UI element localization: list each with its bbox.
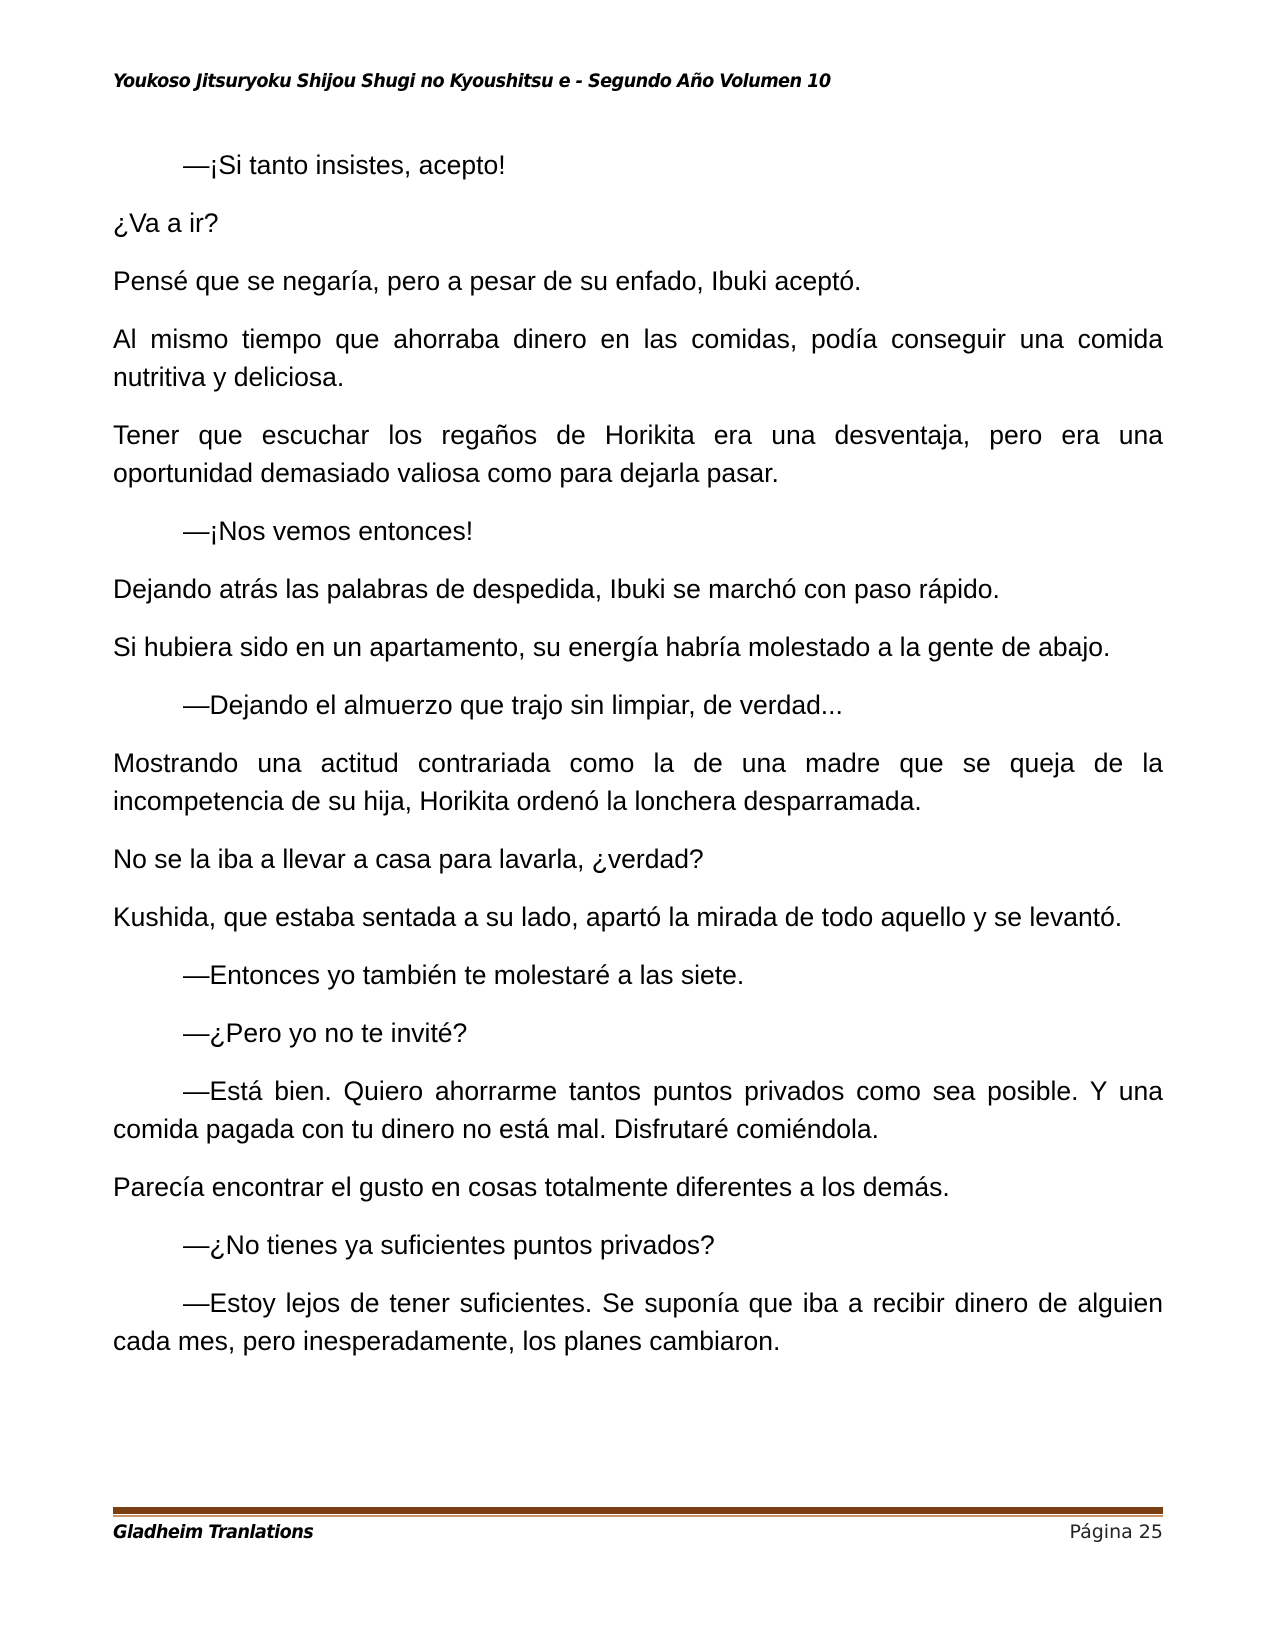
- dialogue-paragraph: —¡Si tanto insistes, acepto!: [183, 150, 506, 180]
- footer-divider-thick: [113, 1507, 1163, 1514]
- narration-paragraph: No se la iba a llevar a casa para lavarla, ¿verdad?: [113, 844, 704, 874]
- narration-paragraph: Mostrando una actitud contrariada como la de una madre que se queja de la incompetencia de su hija, Horikita ordenó la lonchera desparramada.: [113, 748, 1163, 816]
- narration-paragraph: Kushida, que estaba sentada a su lado, apartó la mirada de todo aquello y se levantó.: [113, 902, 1123, 932]
- dialogue-paragraph: —Estoy lejos de tener suficientes. Se suponía que iba a recibir dinero de alguien cada mes, pero inesperadamente, los planes cambiaron.: [113, 1288, 1163, 1356]
- narration-paragraph: Si hubiera sido en un apartamento, su energía habría molestado a la gente de abajo.: [113, 632, 1111, 662]
- dialogue-paragraph: —Está bien. Quiero ahorrarme tantos puntos privados como sea posible. Y una comida pagada con tu dinero no está mal. Disfrutaré comiéndola.: [113, 1076, 1163, 1144]
- page-body: [113, 146, 1163, 1380]
- narration-paragraph: Al mismo tiempo que ahorraba dinero en las comidas, podía conseguir una comida nutritiva y deliciosa.: [113, 324, 1163, 392]
- narration-paragraph: Dejando atrás las palabras de despedida, Ibuki se marchó con paso rápido.: [113, 574, 1000, 604]
- dialogue-paragraph: —Dejando el almuerzo que trajo sin limpiar, de verdad...: [183, 690, 843, 720]
- dialogue-paragraph: —Entonces yo también te molestaré a las siete.: [183, 960, 745, 990]
- dialogue-paragraph: —¿Pero yo no te invité?: [183, 1018, 468, 1048]
- narration-paragraph: Pensé que se negaría, pero a pesar de su enfado, Ibuki aceptó.: [113, 266, 862, 296]
- footer-credit: Gladheim Tranlations: [113, 1521, 314, 1543]
- dialogue-paragraph: —¿No tienes ya suficientes puntos privados?: [183, 1230, 715, 1260]
- running-header-title: Youkoso Jitsuryoku Shijou Shugi no Kyoushitsu e - Segundo Año Volumen 10: [113, 70, 831, 92]
- page-number: Página 25: [1069, 1521, 1163, 1543]
- footer-divider-thin: [113, 1515, 1163, 1517]
- narration-paragraph: Tener que escuchar los regaños de Horikita era una desventaja, pero era una oportunidad demasiado valiosa como para dejarla pasar.: [113, 420, 1163, 488]
- narration-paragraph: Parecía encontrar el gusto en cosas totalmente diferentes a los demás.: [113, 1172, 950, 1202]
- dialogue-paragraph: —¡Nos vemos entonces!: [183, 516, 474, 546]
- narration-paragraph: ¿Va a ir?: [113, 208, 219, 238]
